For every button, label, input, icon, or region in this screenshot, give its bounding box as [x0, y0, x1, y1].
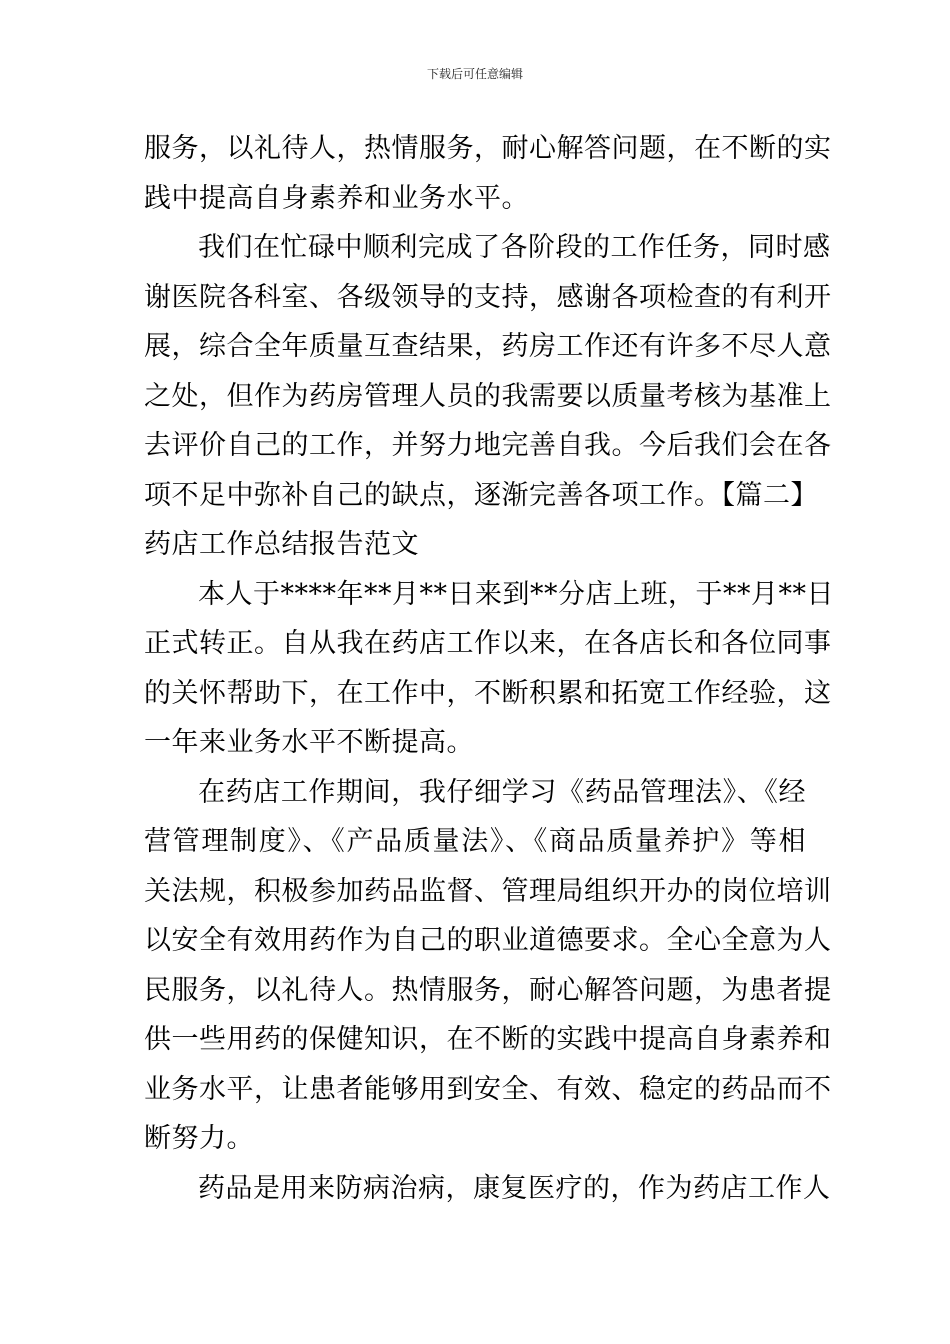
- text-line: 营管理制度》、《产品质量法》、《商品质量养护》等相: [144, 826, 806, 857]
- page-header-note: 下载后可任意编辑: [426, 67, 523, 81]
- text-line: 的关怀帮助下，在工作中，不断积累和拓宽工作经验，这: [144, 677, 832, 709]
- text-line: 药品是用来防病治病，康复医疗的，作为药店工作人: [198, 1172, 831, 1204]
- text-line: 服务，以礼待人，热情服务，耐心解答问题，在不断的实: [144, 133, 832, 164]
- text-line: 断努力。: [144, 1123, 254, 1154]
- text-line: 供一些用药的保健知识，在不断的实践中提高自身素养和: [144, 1024, 832, 1055]
- document-body: [144, 124, 834, 1213]
- text-line: 在药店工作期间，我仔细学习《药品管理法》、《经: [198, 776, 806, 808]
- text-line: 展，综合全年质量互查结果，药房工作还有许多不尽人意: [144, 331, 832, 362]
- text-line: 去评价自己的工作，并努力地完善自我。今后我们会在各: [144, 430, 832, 461]
- text-line: 业务水平，让患者能够用到安全、有效、稳定的药品而不: [144, 1073, 832, 1105]
- text-line: 正式转正。自从我在药店工作以来，在各店长和各位同事: [144, 628, 832, 659]
- text-line: 项不足中弥补自己的缺点，逐渐完善各项工作。【篇二】: [144, 479, 818, 511]
- text-line: 药店工作总结报告范文: [144, 529, 419, 560]
- text-line: 民服务，以礼待人。热情服务，耐心解答问题，为患者提: [144, 974, 832, 1006]
- text-line: 以安全有效用药作为自己的职业道德要求。全心全意为人: [144, 925, 832, 956]
- text-line: 谢医院各科室、各级领导的支持，感谢各项检查的有利开: [144, 281, 832, 313]
- text-line: 之处，但作为药房管理人员的我需要以质量考核为基准上: [144, 380, 832, 412]
- text-line: 我们在忙碌中顺利完成了各阶段的工作任务，同时感: [198, 232, 831, 263]
- text-line: 本人于****年**月**日来到**分店上班，于**月**日: [198, 578, 834, 610]
- text-line: 一年来业务水平不断提高。: [144, 727, 474, 758]
- text-line: 关法规，积极参加药品监督、管理局组织开办的岗位培训: [144, 875, 832, 907]
- text-line: 践中提高自身素养和业务水平。: [144, 182, 529, 214]
